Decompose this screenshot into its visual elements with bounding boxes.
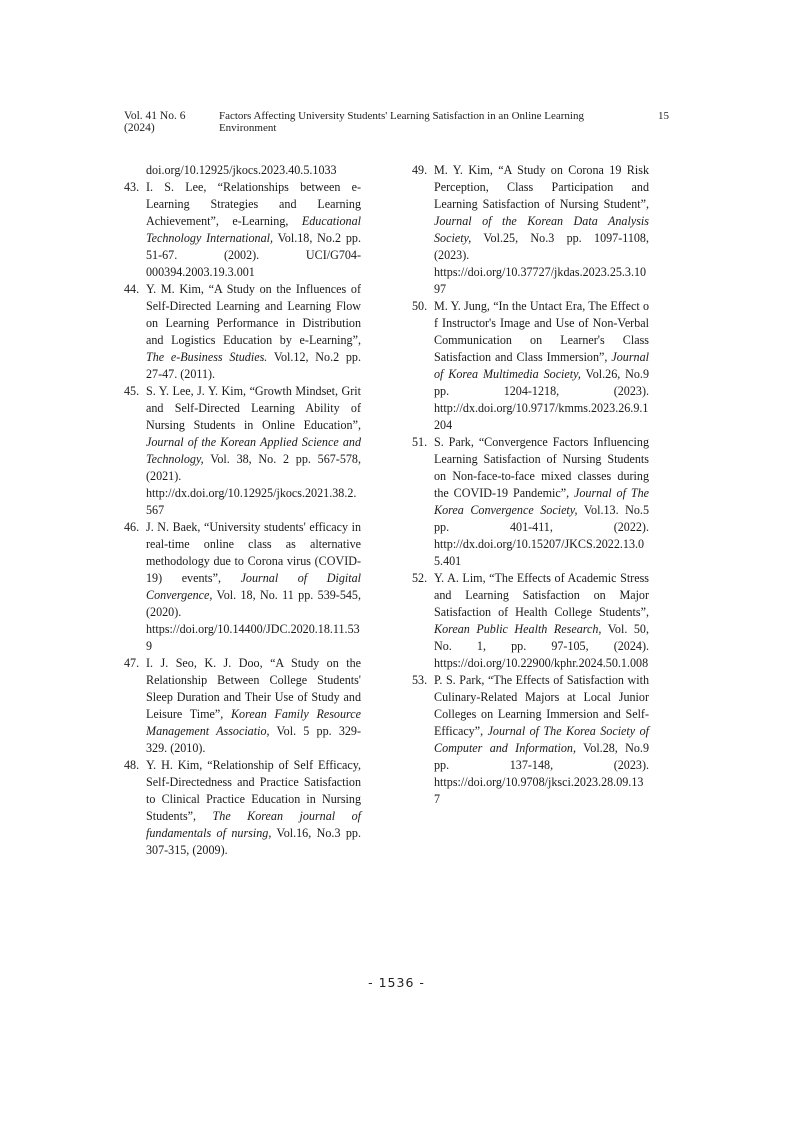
reference-text: P. S. Park, “The Effects of Satisfaction with Culinary-Related Majors at Local Junior Colleges on Learning Immersion and Self-Efficacy”,	[434, 673, 649, 738]
reference-number: 43.	[124, 180, 140, 194]
reference-number: 49.	[412, 163, 428, 177]
reference-item	[412, 672, 649, 808]
reference-item	[124, 281, 361, 383]
reference-details: Vol.25, No.3 pp. 1097-1108, (2023). https://doi.org/10.37727/jkdas.2023.25.3.1097	[434, 231, 649, 296]
reference-item	[124, 179, 361, 281]
reference-text: I. S. Lee, “Relationships between e-Learning Strategies and Learning Achievement”, e-Learning,	[146, 180, 361, 228]
reference-journal: Journal of the Korean Data Analysis Society,	[434, 214, 649, 245]
header-page-number: 15	[658, 110, 669, 122]
reference-details: Vol.26, No.9 pp. 1204-1218, (2023). http://dx.doi.org/10.9717/kmms.2023.26.9.1204	[434, 367, 649, 432]
reference-details: Vol.12, No.2 pp. 27-47. (2011).	[146, 350, 362, 381]
reference-details: Vol. 5 pp. 329-329. (2010).	[146, 724, 362, 755]
reference-text: J. N. Baek, “University students' efficacy in real-time online class as alternative methodology due to Corona virus (COVID-19) events”,	[146, 520, 361, 585]
reference-text: I. J. Seo, K. J. Doo, “A Study on the Relationship Between College Students' Sleep Duration and Their Use of Study and Leisure Time”,	[146, 656, 361, 721]
reference-journal: Journal of Korea Multimedia Society,	[434, 350, 649, 381]
reference-details: Vol.28, No.9 pp. 137-148, (2023). https://doi.org/10.9708/jksci.2023.28.09.137	[434, 741, 649, 806]
reference-number: 51.	[412, 435, 428, 449]
reference-number: 52.	[412, 571, 428, 585]
reference-details: Vol.18, No.2 pp. 51-67. (2002). UCI/G704-000394.2003.19.3.001	[146, 231, 361, 279]
reference-details: Vol.13. No.5 pp. 401-411, (2022). http://dx.doi.org/10.15207/JKCS.2022.13.05.401	[434, 503, 649, 568]
reference-text: S. Y. Lee, J. Y. Kim, “Growth Mindset, Grit and Self-Directed Learning Ability of Nursing Students in Online Education”,	[146, 384, 361, 432]
reference-journal: Journal of Digital Convergence,	[146, 571, 361, 602]
reference-text: Y. M. Kim, “A Study on the Influences of Self-Directed Learning and Learning Flow on Learning Performance in Distribution and Logistics Education by e-Learning”,	[146, 282, 361, 347]
reference-journal: Educational Technology International,	[146, 214, 361, 245]
reference-text: M. Y. Kim, “A Study on Corona 19 Risk Perception, Class Participation and Learning Satisfaction of Nursing Student”,	[434, 163, 649, 211]
reference-number: 53.	[412, 673, 428, 687]
reference-number: 46.	[124, 520, 140, 534]
reference-text: M. Y. Jung, “In the Untact Era, The Effect o f Instructor's Image and Use of Non-Verbal Communication on Learner's Class Satisfaction and Class Immersion”,	[434, 299, 649, 364]
reference-journal: Korean Family Resource Management Associatio,	[146, 707, 361, 738]
reference-item	[124, 519, 361, 655]
reference-number: 45.	[124, 384, 140, 398]
reference-details: Vol.16, No.3 pp. 307-315, (2009).	[146, 826, 362, 857]
reference-item	[124, 383, 361, 519]
reference-item	[412, 298, 649, 434]
reference-text: S. Park, “Convergence Factors Influencing Learning Satisfaction of Nursing Students on Non-face-to-face mixed classes during the COVID-19 Pandemic”,	[434, 435, 649, 500]
reference-details: Vol. 50, No. 1, pp. 97-105, (2024). https://doi.org/10.22900/kphr.2024.50.1.008	[434, 622, 649, 670]
header-right	[219, 110, 669, 134]
reference-journal: The e-Business Studies.	[146, 350, 268, 364]
reference-journal: The Korean journal of fundamentals of nursing,	[146, 809, 361, 840]
reference-journal: Journal of the Korean Applied Science and Technology,	[146, 435, 361, 466]
reference-column-left	[124, 162, 361, 859]
reference-number: 48.	[124, 758, 140, 772]
reference-journal: Korean Public Health Research,	[434, 622, 602, 636]
reference-item	[412, 570, 649, 672]
reference-number: 47.	[124, 656, 140, 670]
reference-text: Y. A. Lim, “The Effects of Academic Stress and Learning Satisfaction on Major Satisfaction of Health College Students”,	[434, 571, 649, 619]
reference-item	[412, 434, 649, 570]
reference-number: 50.	[412, 299, 428, 313]
reference-text: doi.org/10.12925/jkocs.2023.40.5.1033	[146, 163, 337, 177]
reference-item	[412, 162, 649, 298]
reference-details: Vol. 38, No. 2 pp. 567-578, (2021). http://dx.doi.org/10.12925/jkocs.2021.38.2.567	[146, 452, 361, 517]
page-footer-number: - 1536 -	[368, 975, 425, 990]
running-header	[124, 110, 669, 134]
reference-item	[124, 655, 361, 757]
reference-number: 44.	[124, 282, 140, 296]
reference-item	[124, 757, 361, 859]
journal-volume: Vol. 41 No. 6 (2024)	[124, 110, 186, 134]
running-title: Factors Affecting University Students' Learning Satisfaction in an Online Learning Environment	[218, 110, 584, 134]
reference-column-right	[412, 162, 649, 808]
reference-journal: Journal of The Korea Convergence Society,	[434, 486, 650, 517]
reference-details: Vol. 18, No. 11 pp. 539-545, (2020). https://doi.org/10.14400/JDC.2020.18.11.539	[146, 588, 361, 653]
reference-text: Y. H. Kim, “Relationship of Self Efficacy, Self-Directedness and Practice Satisfaction to Clinical Practice Education in Nursing Students”,	[146, 758, 361, 823]
reference-continuation	[124, 162, 361, 179]
reference-journal: Journal of The Korea Society of Computer and Information,	[434, 724, 649, 755]
